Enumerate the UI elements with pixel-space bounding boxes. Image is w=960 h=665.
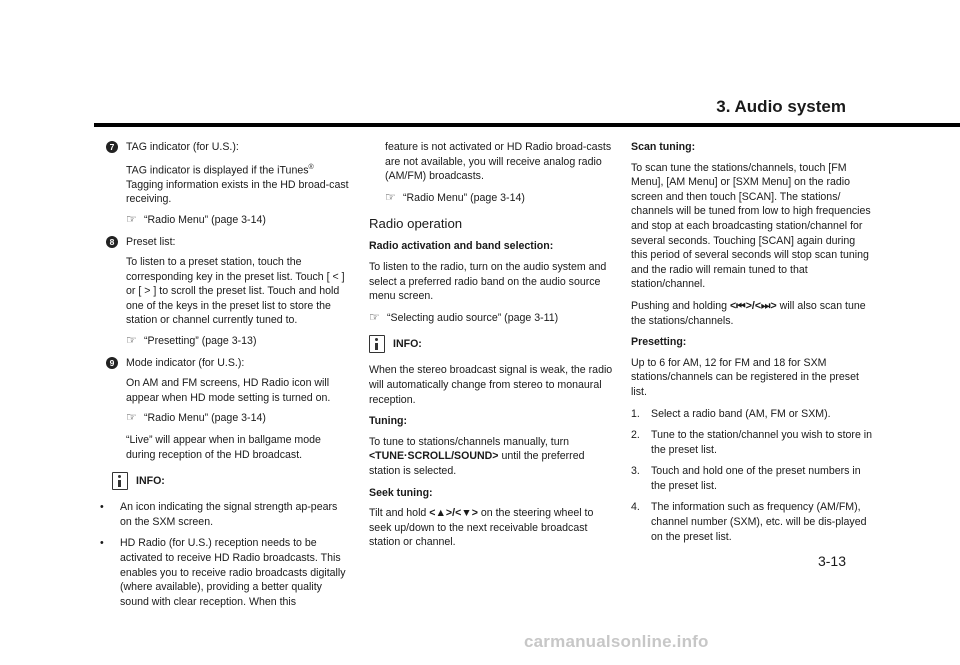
step-number: 2. — [631, 429, 640, 442]
callout-title: Mode indicator (for U.S.): — [126, 356, 245, 369]
callout-title: TAG indicator (for U.S.): — [126, 141, 239, 153]
callout-body: To listen to a preset station, touch the corresponding key in the preset list. Touch [ < ] or [ > ] to scroll the preset list. Touch and hold one of the keys in the preset list to store the station or channel currently tuned to. — [126, 256, 345, 327]
cross-reference[interactable] — [106, 213, 352, 228]
header-title: 3. Audio system — [716, 97, 846, 116]
callout-item-9 — [106, 356, 352, 463]
column-1 — [100, 140, 352, 616]
callout-item-7 — [106, 140, 352, 228]
callout-title: Preset list: — [126, 235, 176, 248]
sub-heading-presetting: Presetting: — [631, 336, 687, 349]
step-item — [631, 407, 873, 422]
callout-body — [126, 161, 352, 207]
seek-text — [369, 506, 613, 550]
tuning-text-post: until the preferred station is selected. — [369, 450, 585, 477]
bullet-text: HD Radio (for U.S.) reception needs to be activated to receive HD Radio broadcasts. This enables you to receive radio broadcasts digitally (where available), providing a better quality sound with clear reception. When this — [120, 537, 346, 608]
callout-number-8-icon: 8 — [106, 236, 118, 248]
info-heading — [369, 333, 613, 357]
sub-heading-tuning: Tuning: — [369, 415, 408, 428]
section-heading: Radio operation — [369, 216, 463, 232]
step-number: 3. — [631, 465, 640, 478]
info-icon — [112, 472, 128, 490]
info-icon — [369, 335, 385, 353]
cross-reference[interactable] — [106, 411, 352, 426]
push-text-post: will also scan tune the stations/channels. — [631, 299, 866, 327]
header-rule — [94, 123, 960, 127]
watermark: carmanualsonline.info — [524, 632, 709, 651]
callout-item-8 — [106, 235, 352, 349]
callout-number-9-icon: 9 — [106, 357, 118, 369]
cross-reference-text: “Radio Menu” (page 3-14) — [144, 213, 266, 226]
step-text: Tune to the station/channel you wish to store in the preset list. — [651, 429, 873, 456]
info-heading — [112, 470, 352, 494]
bullet-text: An icon indicating the signal strength ap-pears on the SXM screen. — [120, 501, 338, 528]
column-3 — [631, 140, 873, 551]
bullet-item — [100, 500, 352, 529]
cross-reference-text: “Presetting” (page 3-13) — [144, 335, 257, 348]
tune-scroll-key: <TUNE·SCROLL/SOUND> — [369, 450, 499, 463]
tuning-text — [369, 435, 613, 479]
hand-pointer-icon: ☞ — [369, 309, 380, 324]
hand-pointer-icon: ☞ — [385, 189, 396, 204]
seek-up-down-key: <▲>/<▼> — [429, 507, 478, 520]
column-2 — [369, 140, 613, 557]
seek-text-pre: Tilt and hold — [369, 507, 430, 520]
sub-heading-activation: Radio activation and band selection: — [369, 240, 554, 253]
registered-mark: ® — [308, 163, 314, 171]
bullet-dot-icon: • — [100, 537, 104, 550]
info-label: INFO: — [393, 338, 422, 351]
cross-reference[interactable] — [106, 334, 352, 349]
sub-heading-seek: Seek tuning: — [369, 486, 433, 499]
cross-reference-text: “Radio Menu” (page 3-14) — [403, 191, 525, 204]
hand-pointer-icon: ☞ — [126, 211, 137, 226]
step-item — [631, 500, 873, 544]
cross-reference[interactable] — [369, 191, 613, 206]
preset-text: Up to 6 for AM, 12 for FM and 18 for SXM stations/channels can be registered in the preset list. — [631, 356, 859, 398]
callout-body: On AM and FM screens, HD Radio icon will appear when HD mode setting is turned on. — [126, 377, 331, 404]
hand-pointer-icon: ☞ — [126, 410, 137, 425]
body-text-pre: TAG indicator is displayed if the iTunes — [126, 164, 309, 177]
callout-number-7-icon: 7 — [106, 141, 118, 153]
step-text: The information such as frequency (AM/FM), channel number (SXM), etc. will be dis-played on the preset list. — [651, 501, 867, 543]
info-text: When the stereo broadcast signal is weak, the radio will automatically change from stereo to monaural reception. — [369, 364, 613, 406]
track-skip-key: <⏮>/<⏭> — [729, 299, 777, 312]
step-number: 4. — [631, 501, 640, 514]
step-number: 1. — [631, 407, 640, 420]
scan-text: To scan tune the stations/channels, touch [FM Menu], [AM Menu] or [SXM Menu] on the radio screen and then touch [SCAN]. The stations/ channels will be tuned from low to high frequencies and stop at each broadcasting station/channel for several seconds. Touching [SCAN] again during this period of several seconds will stop scan tuning and the radio will remain tuned to that station/channel. — [631, 161, 871, 291]
callout-body-2: “Live” will appear when in ballgame mode during reception of the HD broadcast. — [126, 434, 321, 461]
bullet-item — [100, 536, 352, 609]
seek-text-post: on the steering wheel to seek up/down to the next receivable broadcast station or channel. — [369, 507, 594, 549]
hand-pointer-icon: ☞ — [126, 333, 137, 348]
step-item — [631, 464, 873, 493]
push-hold-text — [631, 299, 873, 328]
step-item — [631, 428, 873, 457]
body-text-post: Tagging information exists in the HD broad-cast receiving. — [126, 178, 349, 206]
step-text: Touch and hold one of the preset numbers in the preset list. — [651, 465, 861, 492]
cross-reference[interactable] — [369, 311, 613, 326]
tuning-text-pre: To tune to stations/channels manually, turn — [369, 435, 570, 448]
push-text-pre: Pushing and holding — [631, 299, 730, 312]
bullet-dot-icon: • — [100, 501, 104, 514]
info-label: INFO: — [136, 475, 165, 488]
continuation-text: feature is not activated or HD Radio broad-casts are not available, you will receive analog radio (AM/FM) broadcasts. — [385, 141, 612, 183]
page-number: 3-13 — [817, 553, 846, 569]
sub-heading-scan: Scan tuning: — [631, 141, 696, 153]
cross-reference-text: “Radio Menu” (page 3-14) — [144, 412, 266, 425]
activation-text: To listen to the radio, turn on the audio system and select a preferred radio band on the audio source menu screen. — [369, 260, 607, 303]
step-text: Select a radio band (AM, FM or SXM). — [651, 407, 831, 420]
cross-reference-text: “Selecting audio source” (page 3-11) — [387, 311, 559, 324]
